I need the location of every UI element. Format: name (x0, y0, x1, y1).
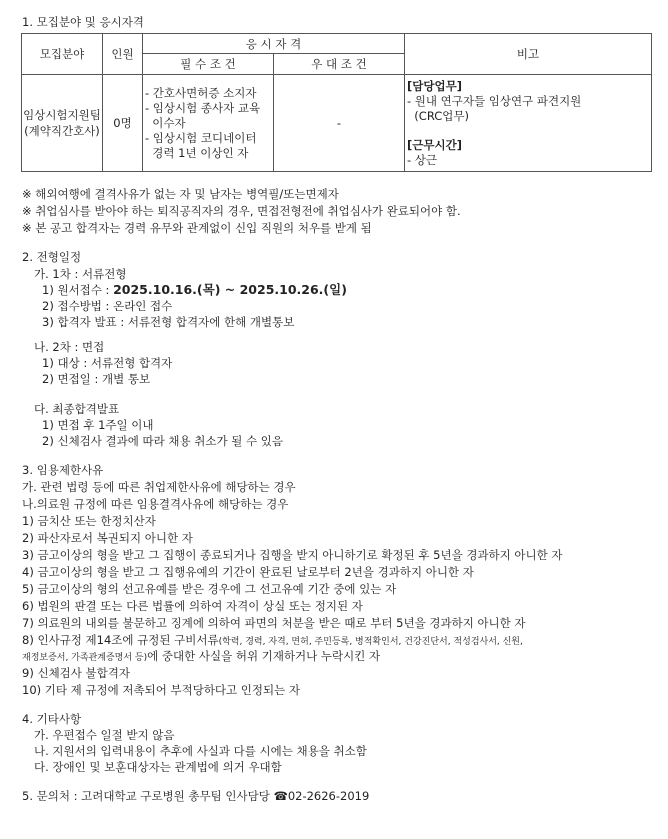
item8-docs: (학력, 경력, 자격, 면허, 주민등록, 병적확인서, 건강진단서, 적성검사서, 신원, (218, 637, 523, 647)
restriction-item: 7) 의료원의 내외를 불문하고 징계에 의하여 파면의 처분을 받은 때로 부터 5년을 경과하지 아니한 자 (22, 616, 526, 630)
restriction-item: 1) 금치산 또는 한정치산자 (22, 514, 156, 528)
item8-docs-cont: 재정보증서, 가족관계증명서 등) (22, 653, 148, 663)
misc-item: 다. 장애인 및 보훈대상자는 관계법에 의거 우대함 (34, 760, 282, 774)
restriction-a: 가. 관련 법령 등에 따른 취업제한사유에 해당하는 경우 (22, 480, 296, 494)
recruitment-table (21, 33, 652, 172)
field-name: 임상시험지원팀 (23, 108, 101, 122)
stage2-heading: 나. 2차 : 면접 (34, 340, 105, 354)
duty-heading: [담당업무] (407, 78, 462, 93)
restriction-item: 4) 금고이상의 형을 받고 그 집행유예의 기간이 완료된 날로부터 2년을 경과하지 아니한 자 (22, 565, 474, 579)
restriction-item: 5) 금고이상의 형의 선고유예를 받은 경우에 그 선고유예 기간 중에 있는 자 (22, 582, 397, 596)
section2-title: 2. 전형일정 (22, 250, 82, 264)
section4-title: 4. 기타사항 (22, 712, 82, 726)
header-qualification: 응 시 자 격 (143, 34, 405, 54)
stage2-item-date: 2) 면접일 : 개별 통보 (42, 372, 151, 386)
item8-main: 8) 인사규정 제14조에 규정된 구비서류 (22, 633, 219, 647)
required-cell (143, 75, 274, 172)
restriction-item-8-cont (22, 648, 380, 666)
contact-line: 5. 문의처 : 고려대학교 구로병원 총무팀 인사담당 ☎02-2626-2019 (22, 789, 370, 803)
hours-item: - 상근 (407, 152, 438, 167)
restriction-item: 10) 기타 제 규정에 저촉되어 부적당하다고 인정되는 자 (22, 683, 300, 697)
misc-item: 가. 우편접수 일절 받지 않음 (34, 728, 175, 742)
hours-heading: [근무시간] (407, 137, 462, 152)
restriction-item: 3) 금고이상의 형을 받고 그 집행이 종료되거나 집행을 받지 아니하기로 확정된 후 5년을 경과하지 아니한 자 (22, 548, 563, 562)
required-item: 경력 1년 이상인 자 (145, 145, 249, 160)
table-row (22, 75, 652, 172)
stage1-item-application (42, 282, 347, 298)
duty-item: (CRC업무) (407, 108, 469, 123)
stage3-heading: 다. 최종합격발표 (34, 402, 120, 416)
required-item: - 임상시험 코디네이터 (145, 130, 257, 145)
restriction-b: 나.의료원 규정에 따른 임용결격사유에 해당하는 경우 (22, 497, 289, 511)
header-remarks: 비고 (405, 34, 652, 75)
stage1-heading: 가. 1차 : 서류전형 (34, 267, 127, 281)
remarks-cell (405, 75, 652, 172)
header-field: 모집분야 (22, 34, 103, 75)
header-preferred: 우 대 조 건 (274, 54, 405, 75)
required-item: - 간호사면허증 소지자 (145, 85, 257, 100)
preferred-cell: - (274, 75, 405, 172)
section3-title: 3. 임용제한사유 (22, 463, 104, 477)
header-count: 인원 (103, 34, 143, 75)
misc-item: 나. 지원서의 입력내용이 추후에 사실과 다를 시에는 채용을 취소함 (34, 744, 367, 758)
required-item: 이수자 (145, 115, 186, 130)
note-line: ※ 본 공고 합격자는 경력 유무와 관계없이 신입 직원의 처우를 받게 됨 (22, 221, 372, 235)
note-line: ※ 해외여행에 결격사유가 없는 자 및 남자는 병역필/또는면제자 (22, 187, 339, 201)
application-label: 1) 원서접수 : (42, 283, 114, 297)
section1-title: 1. 모집분야 및 응시자격 (22, 15, 144, 29)
field-type: (계약직간호사) (24, 124, 100, 138)
item8-tail: 에 중대한 사실을 허위 기재하거나 누락시킨 자 (147, 649, 381, 663)
header-required: 필 수 조 건 (143, 54, 274, 75)
restriction-item: 9) 신체검사 불합격자 (22, 666, 130, 680)
stage1-item-method: 2) 접수방법 : 온라인 접수 (42, 299, 173, 313)
stage1-item-announcement: 3) 합격자 발표 : 서류전형 합격자에 한해 개별통보 (42, 315, 295, 329)
stage3-item-cancellation: 2) 신체검사 결과에 따라 채용 취소가 될 수 있음 (42, 434, 284, 448)
restriction-item: 2) 파산자로서 복권되지 아니한 자 (22, 531, 193, 545)
stage3-item-timing: 1) 면접 후 1주일 이내 (42, 418, 154, 432)
count-cell: 0명 (103, 75, 143, 172)
required-item: - 임상시험 종사자 교육 (145, 100, 261, 115)
note-line: ※ 취업심사를 받아야 하는 퇴직공직자의 경우, 면접전형전에 취업심사가 완료되어야 함. (22, 204, 461, 218)
application-dates: 2025.10.16.(목) ~ 2025.10.26.(일) (113, 282, 347, 297)
stage2-item-target: 1) 대상 : 서류전형 합격자 (42, 356, 173, 370)
duty-item: - 원내 연구자들 임상연구 파견지원 (407, 93, 582, 108)
restriction-item: 6) 법원의 판결 또는 다른 법률에 의하여 자격이 상실 또는 정지된 자 (22, 599, 363, 613)
field-cell (22, 75, 103, 172)
